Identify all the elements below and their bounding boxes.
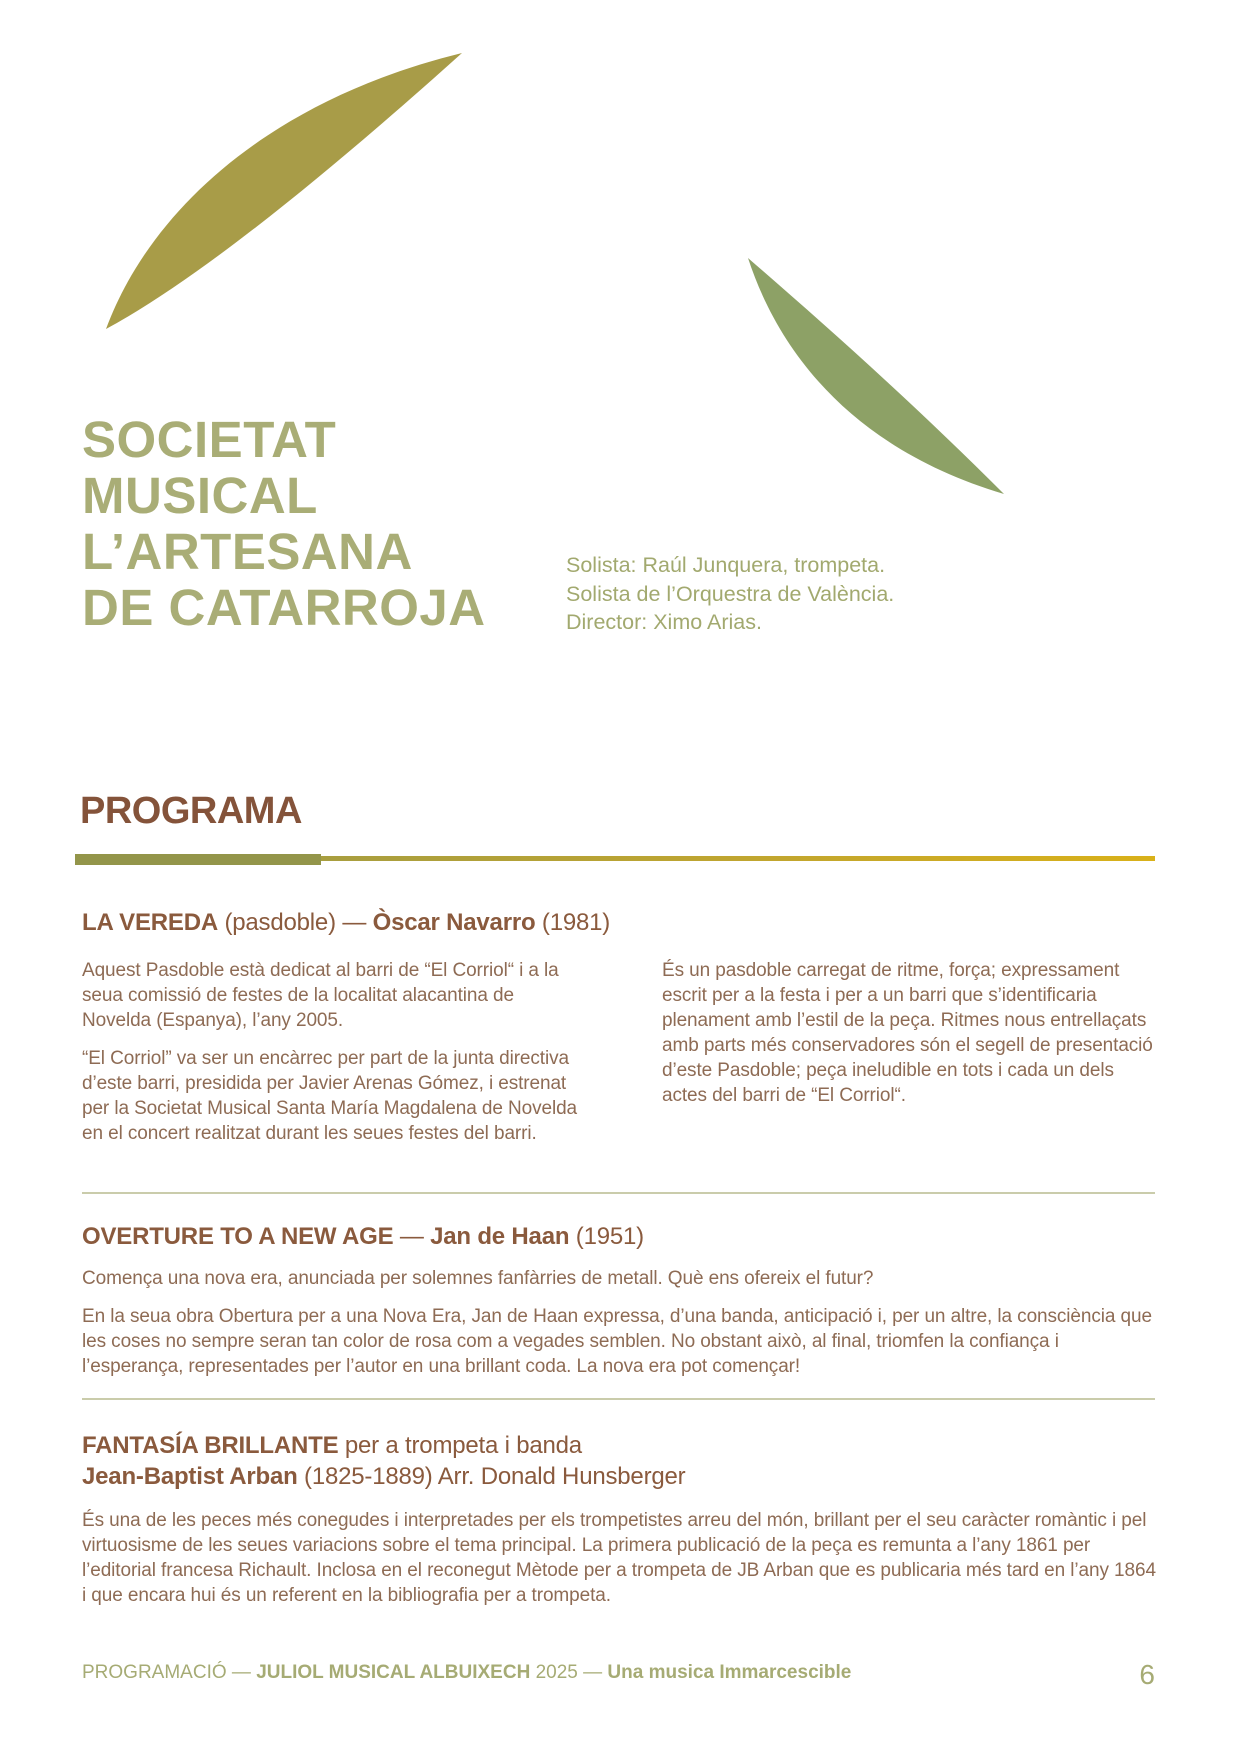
- society-title-line: L’ARTESANA: [82, 523, 413, 580]
- paragraph: Aquest Pasdoble està dedicat al barri de “El Corriol“ i a la seua comissió de festes de la localitat alacantina de Novelda (Espanya), l’any 2005.: [82, 960, 559, 1031]
- program-item-overture-to-a-new-age: [82, 1222, 1157, 1392]
- paragraph: En la seua obra Obertura per a una Nova Era, Jan de Haan expressa, d’una banda, anticipació i, per un altre, la consciència que les coses no sempre seran tan color de rosa com a vegades semblen. No obstant això, al final, triomfen la confiança i l’esperança, representades per l’autor en una brillant coda. La nova era pot començar!: [82, 1306, 1152, 1377]
- paragraph: És un pasdoble carregat de ritme, força; expressament escrit per a la festa i per a un barri que s’identificaria plenament amb l’estil de la peça. Ritmes nous entrellaçats amb parts més conservadores són el segell de presentació d’este Pasdoble; peça ineludible en tots i cada un dels actes del barri de “El Corriol“.: [662, 960, 1153, 1106]
- piece-title: [82, 1430, 1157, 1492]
- composer-year: (1951): [569, 1223, 644, 1250]
- rule-olive-segment: [75, 854, 321, 865]
- piece-name: OVERTURE TO A NEW AGE: [82, 1223, 400, 1250]
- piece-divider: [82, 1398, 1155, 1400]
- column-left: [82, 958, 577, 1159]
- footer-text: [82, 1660, 851, 1686]
- society-title: [82, 412, 486, 636]
- composer-dates-arranger: (1825-1889) Arr. Donald Hunsberger: [297, 1463, 686, 1490]
- footer-year: 2025 —: [530, 1662, 608, 1683]
- separator-dash: —: [399, 1223, 431, 1250]
- paragraph: És una de les peces més conegudes i interpretades per els trompetistes arreu del món, brillant per el seu caràcter romàntic i pel virtuosisme de les seues variacions sobre el tema principal. La primera publicació de la peça es remunta a l’any 1861 per l’editorial francesa Richault. Inclosa en el reconegut Mètode per a trompeta de JB Arban que es publicaria més tard en l’any 1864 i que encara hui és un referent en la bibliografia per a trompeta.: [82, 1510, 1156, 1606]
- piece-title: [82, 1222, 1157, 1252]
- piece-genre: (pasdoble) —: [218, 909, 373, 936]
- piece-name: FANTASÍA BRILLANTE: [82, 1432, 339, 1459]
- leaf-icon: [742, 252, 1012, 502]
- credit-orchestra: Solista de l’Orquestra de València.: [566, 581, 895, 606]
- column-right: [662, 958, 1157, 1159]
- paragraph: Comença una nova era, anunciada per solemnes fanfàrries de metall. Què ens ofereix el futur?: [82, 1268, 874, 1289]
- footer-section-label: PROGRAMACIÓ —: [82, 1662, 257, 1683]
- paragraph: “El Corriol” va ser un encàrrec per part de la junta directiva d’este barri, presidida per Javier Arenas Gómez, i estrenat per la Societat Musical Santa María Magdalena de Novelda en el concert realitzat durant les seues festes del barri.: [82, 1048, 578, 1144]
- credit-director: Director: Ximo Arias.: [566, 610, 762, 634]
- composer-name: Jean-Baptist Arban: [82, 1463, 298, 1490]
- program-item-fantasia-brillante: [82, 1430, 1157, 1621]
- leaf-brush-decoration-top-left: [100, 45, 470, 335]
- program-item-la-vereda: [82, 908, 1157, 1159]
- society-title-line: MUSICAL: [82, 467, 318, 524]
- two-column-text: [82, 958, 1157, 1159]
- programa-heading: PROGRAMA: [80, 790, 302, 832]
- composer-name: Òscar Navarro: [372, 909, 536, 936]
- credit-soloist: Solista: Raúl Junquera, trompeta.: [566, 553, 886, 577]
- page-number: 6: [1139, 1659, 1155, 1690]
- piece-name: LA VEREDA: [82, 909, 218, 936]
- piece-divider: [82, 1192, 1155, 1194]
- leaf-brush-decoration-right: [742, 252, 1012, 502]
- piece-title: [82, 908, 1157, 938]
- credits-block: [566, 551, 894, 637]
- society-title-line: SOCIETAT: [82, 411, 337, 468]
- society-title-line: DE CATARROJA: [82, 579, 486, 636]
- programa-rule: [75, 854, 1155, 866]
- footer-event-name: JULIOL MUSICAL ALBUIXECH: [256, 1662, 531, 1683]
- composer-name: Jan de Haan: [430, 1223, 570, 1250]
- rule-gold-segment: [321, 856, 1155, 861]
- page-footer: [82, 1660, 1155, 1690]
- leaf-icon: [100, 45, 470, 335]
- piece-title-line-1: [82, 1430, 1157, 1461]
- footer-slogan: Una musica Immarcescible: [607, 1662, 852, 1683]
- piece-subtitle: per a trompeta i banda: [338, 1432, 582, 1459]
- composer-year: (1981): [535, 909, 611, 936]
- piece-title-line-2: [82, 1461, 1157, 1492]
